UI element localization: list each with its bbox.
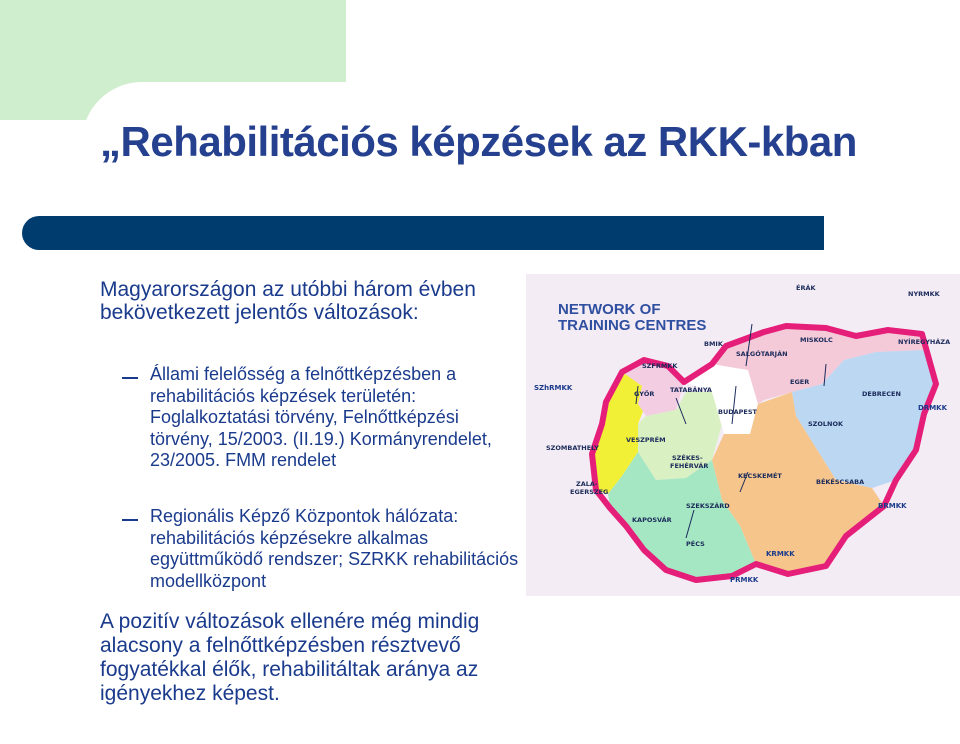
map-label-bmik: BMIK: [704, 340, 723, 348]
map-title-line-1: NETWORK OF: [558, 301, 661, 318]
map-label-krmkk: KRMKK: [766, 550, 795, 558]
map-label-nyiregyhaza: NYÍREGYHÁZA: [898, 338, 951, 346]
map-label-szekesfehervar-2: FEHÉRVÁR: [670, 462, 709, 470]
map-label-brmkk: BRMKK: [878, 502, 907, 510]
training-centres-map: [526, 274, 960, 596]
map-label-veszprem: VESZPRÉM: [626, 436, 666, 444]
map-label-szhrmkk: SZhRMKK: [534, 384, 573, 392]
bullet-dash-2: [122, 519, 138, 521]
map-label-gyor: GYŐR: [634, 390, 655, 398]
map-label-bekescsaba: BÉKÉSCSABA: [816, 478, 865, 486]
map-label-szekszard: SZEKSZÁRD: [686, 502, 730, 510]
intro-paragraph: Magyarországon az utóbbi három évben bekövetkezett jelentős változások:: [100, 278, 476, 324]
map-label-miskolc: MISKOLC: [800, 336, 833, 344]
map-label-kaposvar: KAPOSVÁR: [632, 516, 672, 524]
map-label-szekesfehervar-1: SZÉKES-: [672, 454, 703, 462]
bullet-item-1: Állami felelősség a felnőttképzésben a rehabilitációs képzések területén: Foglalkoztatási törvény, Felnőttképzési törvény, 15/2003. (II.19.) Kormányrendelet, 23/2005. FMM rendelet: [150, 364, 492, 471]
map-label-szolnok: SZOLNOK: [808, 420, 844, 428]
map-label-zalaegerszeg-2: EGERSZEG: [570, 488, 609, 496]
map-label-szfrmkk: SZFRMKK: [642, 362, 678, 370]
map-label-prmkk: PRMKK: [730, 576, 759, 584]
map-label-kecskemet: KECSKEMÉT: [738, 472, 782, 480]
map-label-tatabanya: TATABÁNYA: [670, 386, 712, 394]
title-underline-bar: [22, 216, 824, 250]
map-label-salgotarjan: SALGÓTARJÁN: [736, 350, 788, 358]
slide-title: „Rehabilitációs képzések az RKK-kban: [100, 118, 857, 165]
map-label-szombathely: SZOMBATHELY: [546, 444, 600, 452]
map-label-budapest: BUDAPEST: [718, 408, 757, 416]
map-label-eger: EGER: [790, 378, 810, 386]
map-label-zalaegerszeg-1: ZALA-: [576, 480, 598, 488]
map-label-pecs: PÉCS: [686, 540, 705, 548]
outro-paragraph: A pozitív változások ellenére még mindig alacsony a felnőttképzésben résztvevő fogyatékkal élők, rehabilitáltak aránya az igényekhez képest.: [100, 610, 480, 705]
map-label-erak: ÉRÁK: [796, 284, 816, 292]
map-label-debrecen: DEBRECEN: [862, 390, 901, 398]
map-title-line-2: TRAINING CENTRES: [558, 317, 707, 334]
map-label-drmkk: DRMKK: [918, 404, 948, 412]
bullet-item-2: Regionális Képző Központok hálózata: rehabilitációs képzésekre alkalmas együttműködő rendszer; SZRKK rehabilitációs modellközpont: [150, 506, 519, 591]
map-label-nyrmkk: NYRMKK: [908, 290, 940, 298]
bullet-dash-1: [122, 377, 138, 379]
